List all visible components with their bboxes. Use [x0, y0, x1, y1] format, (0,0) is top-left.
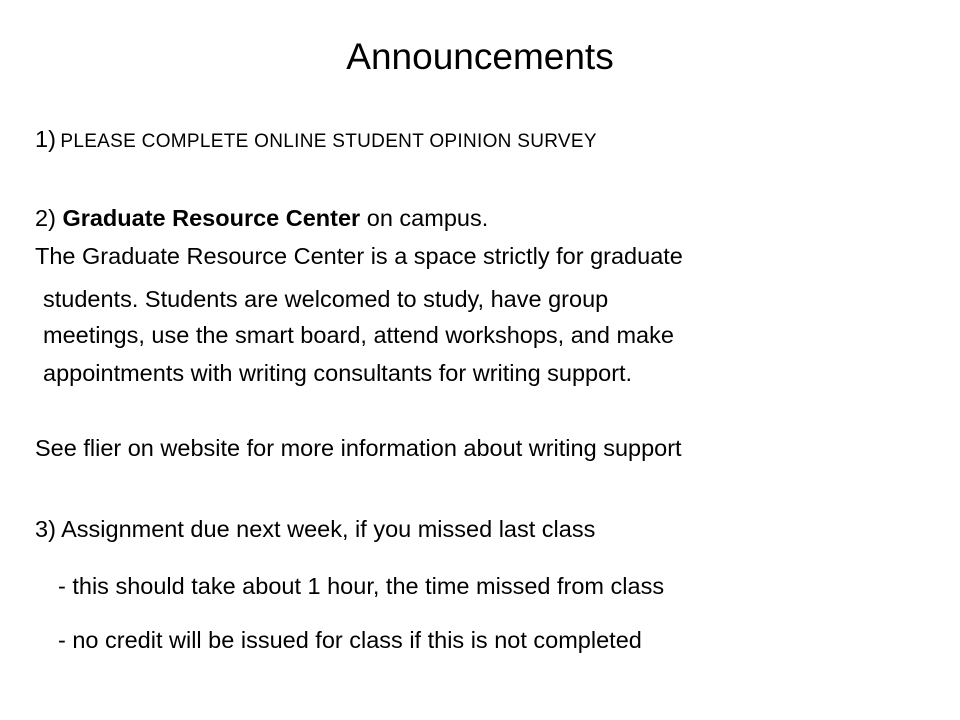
announcement-2-para-line: The Graduate Resource Center is a space strictly for graduate — [35, 243, 683, 269]
announcement-2-bold-title: Graduate Resource Center — [62, 205, 361, 231]
announcement-2-para-line: meetings, use the smart board, attend workshops, and make — [43, 322, 674, 348]
announcement-2-number: 2) — [35, 205, 56, 231]
announcement-1 — [35, 128, 597, 152]
announcement-2-para-line: students. Students are welcomed to study, have group — [43, 286, 609, 312]
flier-note: See flier on website for more information about writing support — [35, 435, 682, 461]
announcement-1-text: PLEASE COMPLETE ONLINE STUDENT OPINION SURVEY — [60, 131, 597, 152]
announcement-3-bullet: - no credit will be issued for class if this is not completed — [58, 627, 642, 653]
announcement-1-number: 1) — [35, 126, 56, 152]
announcement-3-heading: 3) Assignment due next week, if you missed last class — [35, 516, 596, 542]
announcement-2-para-line: appointments with writing consultants for writing support. — [43, 360, 633, 386]
announcement-2-suffix: on campus. — [366, 205, 489, 231]
announcement-3-bullet: - this should take about 1 hour, the time missed from class — [58, 573, 665, 599]
slide-title: Announcements — [346, 36, 614, 77]
announcement-2-heading — [35, 207, 488, 231]
